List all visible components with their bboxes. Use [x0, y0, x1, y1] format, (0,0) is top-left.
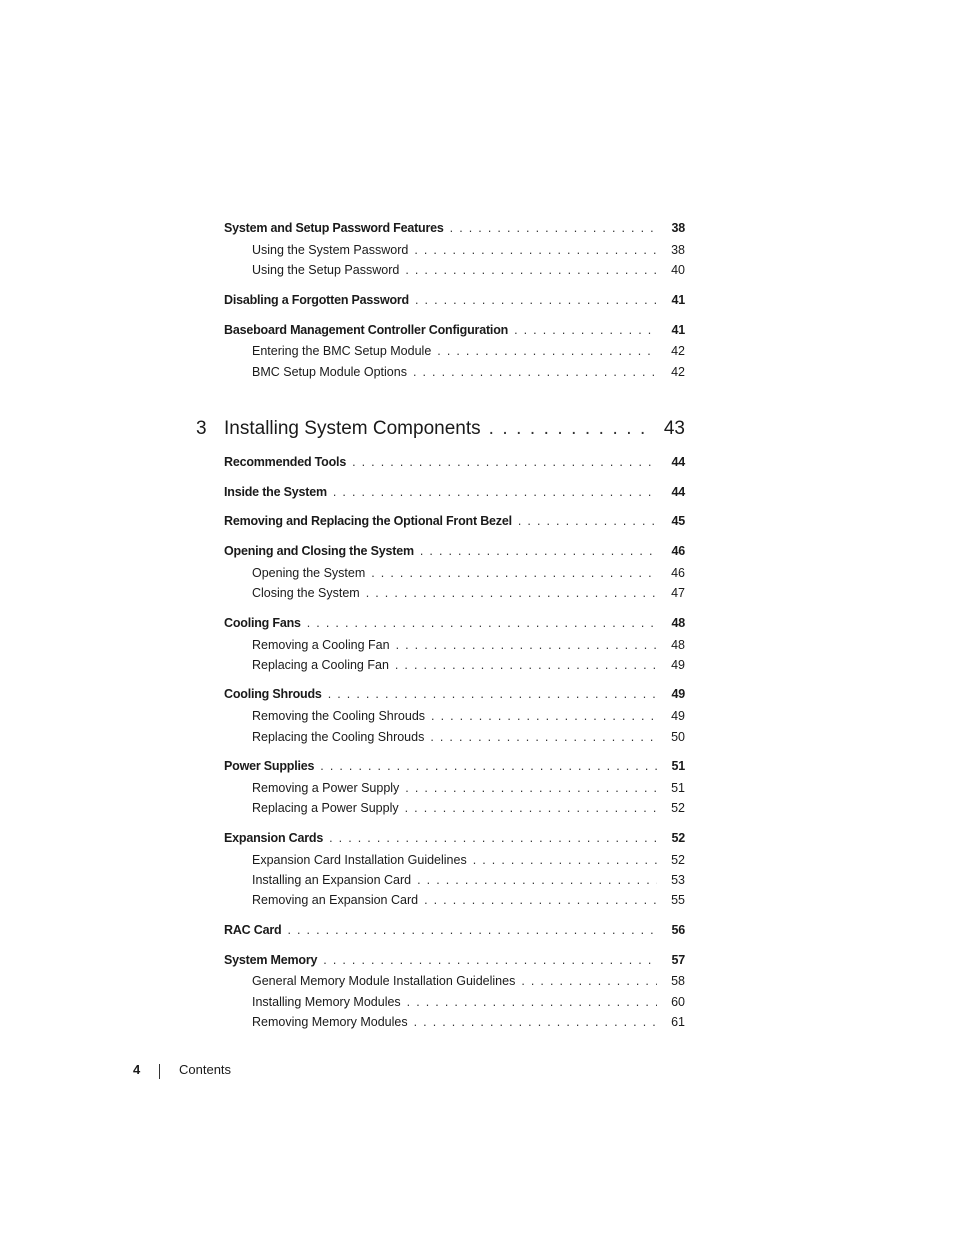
dot-leader	[415, 292, 657, 308]
toc-entry[interactable]	[252, 1014, 685, 1030]
toc-entry[interactable]	[224, 830, 685, 846]
toc-entry-page: 51	[671, 759, 685, 773]
toc-entry-title: Opening and Closing the System	[224, 544, 414, 558]
toc-entry-page: 47	[671, 586, 685, 600]
toc-entry[interactable]	[224, 513, 685, 529]
dot-leader	[437, 343, 657, 359]
dot-leader	[420, 543, 657, 559]
toc-entry-title: Cooling Shrouds	[224, 687, 322, 701]
dot-leader	[352, 454, 657, 470]
footer-divider	[159, 1064, 160, 1079]
toc-entry-title: Replacing a Cooling Fan	[252, 658, 389, 672]
toc-entry-title: Replacing a Power Supply	[252, 801, 399, 815]
toc-entry-page: 42	[671, 344, 685, 358]
toc-entry-title: Removing a Power Supply	[252, 781, 400, 795]
toc-entry-page: 41	[671, 323, 685, 337]
dot-leader	[405, 262, 657, 278]
dot-leader	[366, 585, 657, 601]
toc-entry-title: Cooling Fans	[224, 616, 301, 630]
toc-entry[interactable]	[252, 800, 685, 816]
toc-entry-page: 61	[671, 1015, 685, 1029]
dot-leader	[320, 758, 657, 774]
toc-entry-title: Entering the BMC Setup Module	[252, 344, 432, 358]
toc-entry-page: 49	[671, 709, 685, 723]
toc-entry[interactable]	[224, 686, 685, 702]
dot-leader	[430, 729, 657, 745]
toc-entry[interactable]	[252, 565, 685, 581]
toc-entry-page: 49	[671, 687, 685, 701]
dot-leader	[405, 800, 657, 816]
dot-leader	[407, 994, 657, 1010]
toc-entry[interactable]	[224, 615, 685, 631]
toc-entry-title: Expansion Card Installation Guidelines	[252, 853, 467, 867]
toc-entry[interactable]	[224, 952, 685, 968]
toc-entry-title: Power Supplies	[224, 759, 315, 773]
dot-leader	[431, 708, 657, 724]
dot-leader	[473, 852, 657, 868]
toc-entry-page: 44	[671, 455, 685, 469]
toc-entry-page: 40	[671, 263, 685, 277]
dot-leader	[328, 686, 657, 702]
dot-leader	[521, 973, 657, 989]
toc-entry-page: 57	[671, 953, 685, 967]
toc-entry-title: RAC Card	[224, 923, 282, 937]
toc-entry[interactable]	[252, 780, 685, 796]
toc-entry[interactable]	[252, 262, 685, 278]
toc-entry-page: 48	[671, 638, 685, 652]
dot-leader	[414, 242, 657, 258]
toc-entry-page: 41	[671, 293, 685, 307]
toc-entry[interactable]	[224, 454, 685, 470]
dot-leader	[514, 322, 657, 338]
page-number: 4	[133, 1062, 141, 1077]
toc-entry[interactable]	[252, 585, 685, 601]
dot-leader	[333, 484, 657, 500]
toc-entry-title: Using the System Password	[252, 243, 409, 257]
toc-entry-page: 49	[671, 658, 685, 672]
toc-chapter-heading[interactable]	[196, 418, 685, 440]
toc-entry[interactable]	[224, 484, 685, 500]
toc-entry-page: 56	[671, 923, 685, 937]
toc-entry-title: Baseboard Management Controller Configuration	[224, 323, 509, 337]
chapter-title: Installing System Components	[224, 418, 481, 439]
toc-entry-page: 51	[671, 781, 685, 795]
footer-section-label: Contents	[179, 1062, 232, 1077]
dot-leader	[417, 872, 657, 888]
toc-entry-title: General Memory Module Installation Guidelines	[252, 974, 516, 988]
toc-entry[interactable]	[224, 922, 685, 938]
toc-entry[interactable]	[224, 543, 685, 559]
dot-leader	[396, 637, 657, 653]
dot-leader	[395, 657, 657, 673]
toc-entry[interactable]	[252, 994, 685, 1010]
toc-entry[interactable]	[252, 872, 685, 888]
toc-entry-title: Closing the System	[252, 586, 360, 600]
toc-entry-page: 38	[671, 221, 685, 235]
toc-entry-page: 58	[671, 974, 685, 988]
toc-entry-title: System and Setup Password Features	[224, 221, 444, 235]
toc-entry[interactable]	[252, 242, 685, 258]
dot-leader	[518, 513, 657, 529]
toc-entry-title: Installing an Expansion Card	[252, 873, 412, 887]
toc-entry-page: 53	[671, 873, 685, 887]
toc-entry-page: 44	[671, 485, 685, 499]
dot-leader	[329, 830, 657, 846]
toc-entry-page: 60	[671, 995, 685, 1009]
dot-leader	[323, 952, 657, 968]
toc-entry[interactable]	[224, 758, 685, 774]
dot-leader	[287, 922, 657, 938]
toc-entry-page: 55	[671, 893, 685, 907]
toc-entry-page: 50	[671, 730, 685, 744]
toc-entry[interactable]	[252, 892, 685, 908]
dot-leader	[413, 364, 657, 380]
toc-entry[interactable]	[224, 322, 685, 338]
dot-leader	[489, 418, 655, 440]
toc-entry-title: Removing the Cooling Shrouds	[252, 709, 426, 723]
toc-entry-page: 38	[671, 243, 685, 257]
toc-entry-page: 45	[671, 514, 685, 528]
toc-entry[interactable]	[224, 220, 685, 236]
toc-entry[interactable]	[224, 292, 685, 308]
toc-entry-title: Removing and Replacing the Optional Front Bezel	[224, 514, 512, 528]
toc-entry-title: Removing a Cooling Fan	[252, 638, 390, 652]
toc-entry-title: Expansion Cards	[224, 831, 324, 845]
toc-entry-title: BMC Setup Module Options	[252, 365, 407, 379]
toc-entry-page: 48	[671, 616, 685, 630]
chapter-page: 43	[663, 418, 685, 439]
dot-leader	[414, 1014, 657, 1030]
dot-leader	[450, 220, 657, 236]
toc-entry[interactable]	[252, 657, 685, 673]
chapter-number: 3	[196, 418, 207, 439]
toc-entry-page: 46	[671, 544, 685, 558]
toc-entry-title: Recommended Tools	[224, 455, 347, 469]
toc-entry-page: 52	[671, 831, 685, 845]
toc-entry[interactable]	[252, 364, 685, 380]
toc-entry-title: Opening the System	[252, 566, 366, 580]
toc-entry-page: 52	[671, 853, 685, 867]
page-footer	[0, 1060, 954, 1080]
toc-entry-page: 42	[671, 365, 685, 379]
toc-entry-title: Removing an Expansion Card	[252, 893, 419, 907]
toc-entry[interactable]	[252, 852, 685, 868]
toc-entry[interactable]	[252, 708, 685, 724]
toc-entry[interactable]	[252, 343, 685, 359]
toc-entry-title: Installing Memory Modules	[252, 995, 401, 1009]
toc-entry-title: Replacing the Cooling Shrouds	[252, 730, 425, 744]
toc-entry-title: Inside the System	[224, 485, 327, 499]
toc-entry-title: Removing Memory Modules	[252, 1015, 408, 1029]
toc-entry-title: Disabling a Forgotten Password	[224, 293, 409, 307]
toc-entry[interactable]	[252, 637, 685, 653]
toc-entry-title: Using the Setup Password	[252, 263, 400, 277]
toc-entry-page: 46	[671, 566, 685, 580]
toc-entry[interactable]	[252, 973, 685, 989]
dot-leader	[371, 565, 657, 581]
toc-entry[interactable]	[252, 729, 685, 745]
dot-leader	[424, 892, 657, 908]
dot-leader	[405, 780, 657, 796]
toc-entry-title: System Memory	[224, 953, 318, 967]
toc-entry-page: 52	[671, 801, 685, 815]
dot-leader	[307, 615, 657, 631]
